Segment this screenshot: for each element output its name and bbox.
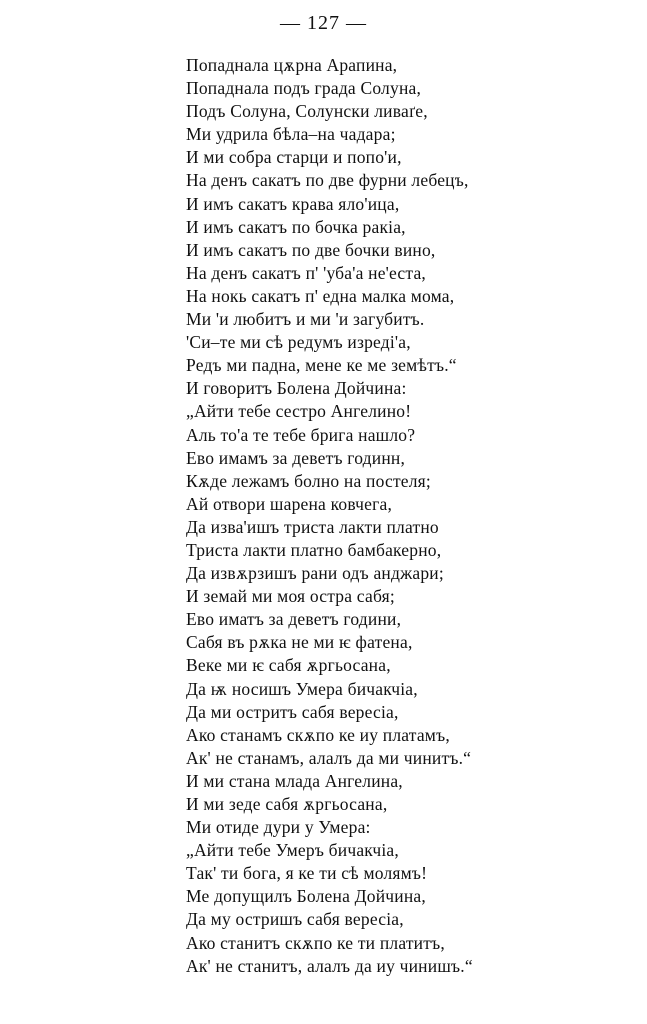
poem-line: Так' ти бога, я ке ти сѣ молямъ!	[186, 863, 428, 884]
poem-line: На денъ сакатъ по две фурни лебецъ,	[186, 170, 469, 191]
poem-line: Ако станитъ скѫпо ке ти платитъ,	[186, 932, 445, 953]
poem-line: На нокь сакатъ п' една малка мома,	[186, 285, 455, 306]
poem-line: Ми удрила бѣла–на чадара;	[186, 124, 396, 145]
poem-line: Ми отиде дури у Умера:	[186, 817, 371, 838]
poem-line: Да извѫрзишъ рани одъ анджари;	[186, 563, 444, 584]
poem-line: Ай отвори шарена ковчега,	[186, 493, 393, 514]
poem-line: Да ми остритъ сабя вересіа,	[186, 701, 399, 722]
poem-line: И имъ сакатъ крава яло'ица,	[186, 193, 400, 214]
poem-line: Кѫде лежамъ болно на постеля;	[186, 470, 431, 491]
poem-line: Да изва'ишъ триста лакти платно	[186, 516, 439, 537]
poem-line: Ме допущилъ Болена Дойчина,	[186, 886, 426, 907]
poem-line: Ево имамъ за деветъ годинн,	[186, 447, 406, 468]
poem-line: И земай ми моя остра сабя;	[186, 586, 395, 607]
poem-line: И ми стана млада Ангелина,	[186, 770, 403, 791]
poem-line: На денъ сакатъ п' 'уба'а не'еста,	[186, 262, 427, 283]
poem-line: И говоритъ Болена Дойчина:	[186, 378, 407, 399]
poem-line: Подъ Солуна, Солунски ливаґе,	[186, 101, 428, 122]
poem-text	[186, 54, 473, 978]
poem-line: Ево иматъ за деветъ години,	[186, 609, 402, 630]
poem-line: Ак' не станитъ, алалъ да иу чинишъ.“	[186, 955, 473, 976]
poem-line: Триста лакти платно бамбакерно,	[186, 539, 442, 560]
poem-line: И имъ сакатъ по бочка ракіа,	[186, 216, 406, 237]
poem-line: Веке ми ѥ сабя ѫргьосана,	[186, 655, 391, 676]
poem-line: Да ѭ носишъ Умера бичакчіа,	[186, 678, 418, 699]
poem-line: И ми зеде сабя ѫргьосана,	[186, 794, 388, 814]
poem-line: 'Си–те ми сѣ редумъ изреді'а,	[186, 332, 411, 353]
poem-line: Попаднала цѫрна Арапина,	[186, 55, 398, 75]
page-number: — 127 —	[280, 12, 367, 34]
poem-line: Ак' не станамъ, алалъ да ми чинитъ.“	[186, 747, 472, 768]
poem-line: Аль то'а те тебе брига нашло?	[186, 424, 416, 445]
poem-line: „Айти тебе Умеръ бичакчіа,	[186, 840, 399, 861]
poem-line: И ми собра старци и попо'и,	[186, 147, 402, 168]
poem-line: Ако станамъ скѫпо ке иу платамъ,	[186, 724, 450, 745]
poem-line: Попаднала подъ града Солуна,	[186, 78, 422, 99]
poem-line: Редъ ми падна, мене ке ме земѣтъ.“	[186, 355, 457, 376]
poem-line: „Айти тебе сестро Ангелино!	[186, 401, 412, 422]
poem-line: И имъ сакатъ по две бочки вино,	[186, 239, 436, 260]
poem-line: Ми 'и любитъ и ми 'и загубитъ.	[186, 309, 425, 330]
poem-line: Да му остришъ сабя вересіа,	[186, 909, 404, 930]
poem-line: Сабя въ рѫка не ми ѥ фатена,	[186, 632, 413, 653]
